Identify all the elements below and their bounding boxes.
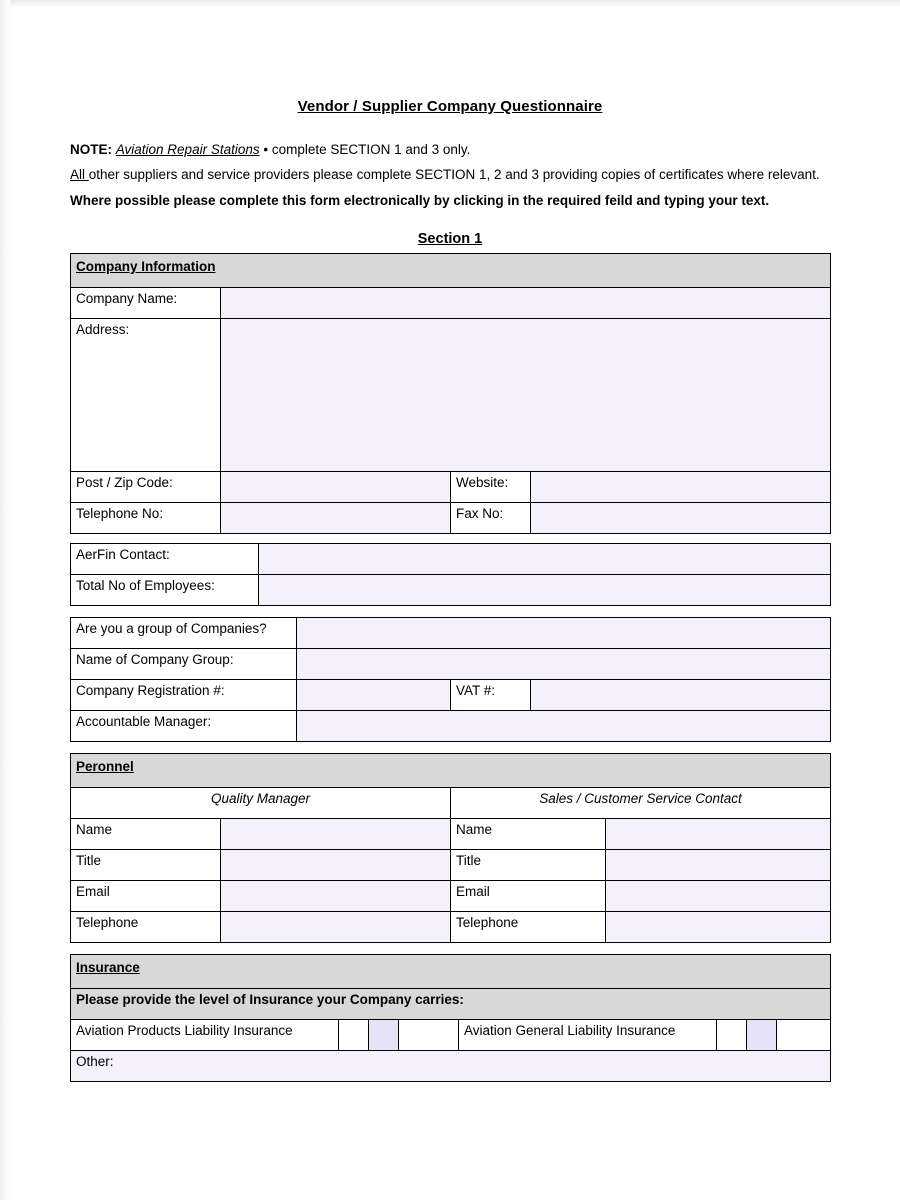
accountable-manager-label: Accountable Manager: — [71, 711, 297, 742]
company-information-table — [70, 253, 831, 543]
personnel-telephone-row — [71, 912, 831, 943]
address-label: Address: — [71, 319, 221, 472]
page-title: Vendor / Supplier Company Questionnaire — [297, 98, 603, 115]
group-of-companies-row — [71, 618, 831, 649]
personnel-header: Peronnel — [71, 754, 831, 788]
quality-manager-title-label: Title — [71, 850, 221, 881]
aviation-products-liability-label: Aviation Products Liability Insurance — [71, 1020, 339, 1051]
post-zip-code-label: Post / Zip Code: — [71, 472, 221, 503]
note-line-1-rest: • complete SECTION 1 and 3 only. — [259, 142, 471, 157]
quality-manager-telephone-input[interactable] — [221, 912, 451, 943]
website-input[interactable] — [531, 472, 831, 503]
company-name-input[interactable] — [221, 288, 831, 319]
note-emphasis-aviation-repair-stations: Aviation Repair Stations — [115, 142, 260, 157]
note-label: NOTE: — [70, 142, 112, 157]
company-information-header: Company Information — [71, 254, 831, 288]
aerfin-contact-input[interactable] — [259, 544, 831, 575]
sales-contact-email-input[interactable] — [606, 881, 831, 912]
section-gap-2 — [0, 742, 900, 753]
sales-contact-title-input[interactable] — [606, 850, 831, 881]
sales-contact-name-label: Name — [451, 819, 606, 850]
company-group-name-label: Name of Company Group: — [71, 649, 297, 680]
post-zip-code-input[interactable] — [221, 472, 451, 503]
personnel-header-row — [71, 754, 831, 788]
quality-manager-name-label: Name — [71, 819, 221, 850]
group-information-table — [70, 617, 831, 742]
group-of-companies-input[interactable] — [297, 618, 831, 649]
aviation-general-liability-label: Aviation General Liability Insurance — [459, 1020, 717, 1051]
post-zip-website-row — [71, 472, 831, 503]
sales-contact-column-header: Sales / Customer Service Contact — [451, 788, 831, 819]
quality-manager-title-input[interactable] — [221, 850, 451, 881]
note-emphasis-all: All — [70, 167, 89, 183]
group-of-companies-label: Are you a group of Companies? — [71, 618, 297, 649]
section-label: Section 1 — [417, 231, 483, 248]
note-line-2-rest: other suppliers and service providers please complete SECTION 1, 2 and 3 providing copies of certificates where relevant. — [88, 167, 820, 183]
insurance-other-cell[interactable] — [71, 1051, 831, 1082]
vat-number-input[interactable] — [531, 680, 831, 711]
personnel-title-row — [71, 850, 831, 881]
aviation-general-spacer-cell — [717, 1020, 747, 1051]
sales-contact-email-label: Email — [451, 881, 606, 912]
personnel-column-header-row — [71, 788, 831, 819]
aviation-general-trailing-cell — [777, 1020, 831, 1051]
insurance-items-row — [71, 1020, 831, 1051]
insurance-instruction: Please provide the level of Insurance your Company carries: — [71, 989, 831, 1020]
telephone-no-input[interactable] — [221, 503, 451, 534]
aviation-general-liability-checkbox[interactable] — [747, 1020, 777, 1051]
insurance-other-row — [71, 1051, 831, 1082]
contact-details-table — [70, 543, 831, 606]
aerfin-contact-label: AerFin Contact: — [71, 544, 259, 575]
quality-manager-column-header: Quality Manager — [71, 788, 451, 819]
personnel-table — [70, 753, 831, 943]
company-group-name-row — [71, 649, 831, 680]
quality-manager-email-label: Email — [71, 881, 221, 912]
sales-contact-name-input[interactable] — [606, 819, 831, 850]
company-information-header-row — [71, 254, 831, 288]
accountable-manager-input[interactable] — [297, 711, 831, 742]
address-row — [71, 319, 831, 472]
total-employees-label: Total No of Employees: — [71, 575, 259, 606]
aviation-products-spacer-cell — [339, 1020, 369, 1051]
company-registration-vat-row — [71, 680, 831, 711]
company-name-row — [71, 288, 831, 319]
section-gap-3 — [0, 943, 900, 954]
note-bold-tail: Where possible please complete this form electronically by clicking in the required feild and typing your text. — [70, 192, 770, 208]
company-registration-input[interactable] — [297, 680, 451, 711]
quality-manager-name-input[interactable] — [221, 819, 451, 850]
quality-manager-telephone-label: Telephone — [71, 912, 221, 943]
accountable-manager-row — [71, 711, 831, 742]
company-group-name-input[interactable] — [297, 649, 831, 680]
insurance-other-label: Other: — [76, 1054, 114, 1070]
total-employees-row — [71, 575, 831, 606]
total-employees-input[interactable] — [259, 575, 831, 606]
company-name-label: Company Name: — [71, 288, 221, 319]
insurance-instruction-row — [71, 989, 831, 1020]
company-registration-label: Company Registration #: — [71, 680, 297, 711]
address-input[interactable] — [221, 319, 831, 472]
website-label: Website: — [451, 472, 531, 503]
insurance-header: Insurance — [71, 955, 831, 989]
vat-number-label: VAT #: — [451, 680, 531, 711]
telephone-no-label: Telephone No: — [71, 503, 221, 534]
aviation-products-liability-checkbox[interactable] — [369, 1020, 399, 1051]
insurance-table — [70, 954, 831, 1082]
table-spacer-cell — [71, 534, 831, 544]
section-gap-1 — [0, 606, 900, 617]
aerfin-contact-row — [71, 544, 831, 575]
insurance-header-row — [71, 955, 831, 989]
sales-contact-title-label: Title — [451, 850, 606, 881]
telephone-fax-row — [71, 503, 831, 534]
sales-contact-telephone-input[interactable] — [606, 912, 831, 943]
table-spacer-row — [71, 534, 831, 544]
personnel-name-row — [71, 819, 831, 850]
note-block — [70, 137, 830, 213]
fax-no-label: Fax No: — [451, 503, 531, 534]
personnel-email-row — [71, 881, 831, 912]
sales-contact-telephone-label: Telephone — [451, 912, 606, 943]
fax-no-input[interactable] — [531, 503, 831, 534]
aviation-products-trailing-cell — [399, 1020, 459, 1051]
quality-manager-email-input[interactable] — [221, 881, 451, 912]
